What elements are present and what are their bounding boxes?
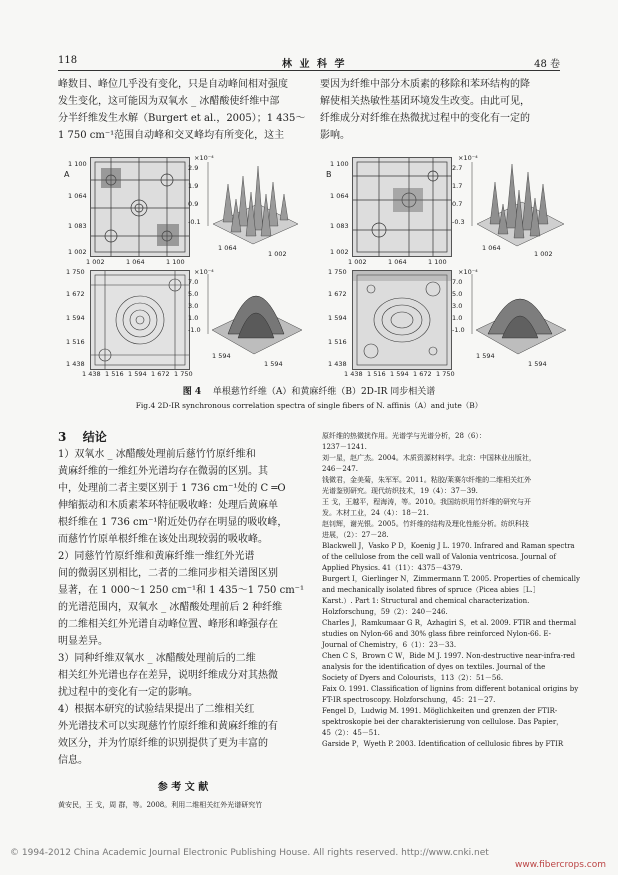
z-tick: 7.0 xyxy=(452,278,463,286)
x-tick: 1 516 xyxy=(367,370,386,378)
text-line: 根纤维在 1 736 cm⁻¹附近处仍存在明显的吸收峰， xyxy=(58,517,288,528)
text-line: 伸缩振动和木质素苯环特征吸收峰：处理后黄麻单 xyxy=(58,500,278,511)
text-line: 信息。 xyxy=(58,755,88,766)
text-line: 外光谱技术可以实现慈竹竹原纤维和黄麻纤维的有 xyxy=(58,721,278,732)
x-tick: 1 100 xyxy=(166,258,185,266)
reference-line: Chen C S，Brown C W，Bide M J. 1997. Non-destructive near-infra-red xyxy=(322,652,576,660)
x-tick: 1 438 xyxy=(344,370,363,378)
z-tick: -0.1 xyxy=(188,218,201,226)
text-line: 中，处理前二者主要区别于 1 736 cm⁻¹处的 C ═O xyxy=(58,483,286,494)
x-tick: 1 672 xyxy=(151,370,170,378)
intro-left-column xyxy=(58,76,306,144)
z-tick: 1.0 xyxy=(188,314,199,322)
y-tick: 1 083 xyxy=(68,222,87,230)
text-line: 1）双氧水 _ 冰醋酸处理前后慈竹竹原纤维和 xyxy=(58,449,256,460)
figure-caption-en: Fig.4 2D-IR synchronous correlation spectra of single fibers of N. affinis（A）and jute（B） xyxy=(135,401,483,410)
reference-line: 进展，（2）：27－28. xyxy=(322,531,389,539)
z-scale: ×10⁻⁴ xyxy=(458,154,478,162)
y-tick: 1 064 xyxy=(68,192,87,200)
z-tick: 5.0 xyxy=(188,290,199,298)
x-tick: 1 002 xyxy=(348,258,367,266)
reference-line: spektroskopie bei der charakterisierung von cellulose. Das Papier， xyxy=(322,718,564,726)
figure-number: 图 4 xyxy=(182,387,202,397)
text-line: 黄麻纤维的一维红外光谱均存在微弱的区别。其 xyxy=(58,466,268,477)
text-line: 4）根据本研究的试验结果提出了二维相关红 xyxy=(58,704,255,715)
reference-entry: 黄安民，王 戈，周 群，等。2008。利用二维相关红外光谱研究竹 xyxy=(58,801,263,809)
surface-plot-a-bottom xyxy=(188,268,310,372)
reference-line: 赵钊辉，谢光银。2005。竹纤维的结构及理化性能分析。纺织科技 xyxy=(322,520,529,528)
y-tick: 1 100 xyxy=(68,160,87,168)
watermark: www.fibercrops.com xyxy=(515,860,606,870)
figure-caption-cn xyxy=(0,384,618,397)
contour-map-b-bottom xyxy=(352,270,452,370)
x-tick: 1 594 xyxy=(264,360,283,368)
x-tick: 1 750 xyxy=(174,370,193,378)
intro-right-column xyxy=(320,76,565,144)
x-tick: 1 064 xyxy=(388,258,407,266)
section-title: 结论 xyxy=(82,430,107,444)
z-tick: 1.9 xyxy=(188,182,199,190)
reference-line: of the cellulose from the cell wall of Valonia ventricosa. Journal of xyxy=(322,553,556,561)
reference-line: 原纤维的热微扰作用。光谱学与光谱分析，28（6）： xyxy=(322,432,486,440)
text-line: 效区分，并为竹原纤维的识别提供了更为丰富的 xyxy=(58,738,268,749)
y-tick: 1 438 xyxy=(66,360,85,368)
reference-line: Blackwell J，Vasko P D，Koenig J L. 1970. Infrared and Raman spectra xyxy=(322,542,575,550)
text-line: 影响。 xyxy=(320,130,350,141)
section-number: 3 xyxy=(58,430,67,444)
x-tick: 1 594 xyxy=(128,370,147,378)
y-tick: 1 750 xyxy=(328,268,347,276)
y-tick: 1 083 xyxy=(330,222,349,230)
contour-map-a-bottom xyxy=(90,270,190,370)
reference-line: 刘一星，赵广杰。2004。木质资源材料学。北京：中国林业出版社， xyxy=(322,454,536,462)
x-tick: 1 064 xyxy=(126,258,145,266)
reference-line: 光谱鉴别研究。现代纺织技术，19（4）：37－39. xyxy=(322,487,478,495)
text-line: 要因为纤维中部分木质素的移除和苯环结构的降 xyxy=(320,79,530,90)
figure-caption-text: 单根慈竹纤维（A）和黄麻纤维（B）2D-IR 同步相关谱 xyxy=(212,387,436,397)
text-line: 分半纤维发生水解（Burgert et al.，2005）；1 435～ xyxy=(58,113,306,124)
surface-plot-b-bottom xyxy=(452,268,574,372)
references-right-column xyxy=(322,431,580,750)
panel-label-b: B xyxy=(326,170,332,179)
reference-line: Journal of Chemistry，6（1）：23－33. xyxy=(322,641,457,649)
text-line: 明显差异。 xyxy=(58,636,108,647)
conclusion-body xyxy=(58,446,308,769)
reference-line: 王 戈，王越平，程海涛，等。2010。我国纺织用竹纤维的研究与开 xyxy=(322,498,532,506)
header-rule xyxy=(58,70,560,71)
reference-line: Charles J，Ramkumaar G R，Azhagiri S，et al. 2009. FTIR and thermal xyxy=(322,619,577,627)
surface-plot-a-top xyxy=(188,154,308,262)
z-tick: 5.0 xyxy=(452,290,463,298)
z-scale: ×10⁻⁴ xyxy=(194,154,214,162)
z-tick: 1.0 xyxy=(452,314,463,322)
x-tick: 1 002 xyxy=(534,250,553,258)
x-tick: 1 064 xyxy=(482,244,501,252)
z-tick: 1.7 xyxy=(452,182,463,190)
contour-map-a-top xyxy=(90,157,190,257)
x-tick: 1 438 xyxy=(82,370,101,378)
reference-line: 246－247. xyxy=(322,465,358,473)
figure-4 xyxy=(58,152,578,378)
y-tick: 1 516 xyxy=(66,338,85,346)
x-tick: 1 064 xyxy=(218,244,237,252)
page-number: 118 xyxy=(58,55,78,66)
references-heading: 参 考 文 献 xyxy=(157,782,209,793)
z-scale: ×10⁻⁴ xyxy=(194,268,214,276)
reference-line: Karst.）. Part 1: Structural and chemical characterization. xyxy=(322,597,530,605)
z-tick: 2.7 xyxy=(452,164,463,172)
z-tick: -1.0 xyxy=(452,326,465,334)
section-heading xyxy=(58,428,107,445)
text-line: 扰过程中的变化有一定的影响。 xyxy=(58,687,198,698)
x-tick: 1 002 xyxy=(268,250,287,258)
z-scale: ×10⁻⁴ xyxy=(458,268,478,276)
reference-line: Burgert I，Gierlinger N，Zimmermann T. 2005. Properties of chemically xyxy=(322,575,580,583)
text-line: 峰数目、峰位几乎没有变化，只是自动峰间相对强度 xyxy=(58,79,288,90)
x-tick: 1 002 xyxy=(86,258,105,266)
reference-line: 1237－1241. xyxy=(322,443,367,451)
x-tick: 1 516 xyxy=(105,370,124,378)
x-tick: 1 594 xyxy=(390,370,409,378)
x-tick: 1 594 xyxy=(528,360,547,368)
z-tick: 0.9 xyxy=(188,200,199,208)
text-line: 纤维成分对纤维在热微扰过程中的变化有一定的 xyxy=(320,113,530,124)
text-line: 的光谱范围内，双氧水 _ 冰醋酸处理前后 2 种纤维 xyxy=(58,602,283,613)
reference-line: 发。木材工业，24（4）：18－21. xyxy=(322,509,429,517)
y-tick: 1 002 xyxy=(330,248,349,256)
text-line: 发生变化，这可能因为双氧水 _ 冰醋酸使纤维中部 xyxy=(58,96,280,107)
x-tick: 1 594 xyxy=(212,352,231,360)
surface-plot-b-top xyxy=(452,154,574,262)
x-tick: 1 594 xyxy=(476,352,495,360)
text-line: 3）同种纤维双氧水 _ 冰醋酸处理前后的二维 xyxy=(58,653,256,664)
reference-line: Garside P，Wyeth P. 2003. Identification of cellulosic fibres by FTIR xyxy=(322,740,564,748)
x-tick: 1 100 xyxy=(428,258,447,266)
y-tick: 1 672 xyxy=(328,290,347,298)
reference-line: Applied Physics. 41（11）：4375－4379. xyxy=(322,564,463,572)
reference-line: 45（2）：45－51. xyxy=(322,729,380,737)
y-tick: 1 672 xyxy=(66,290,85,298)
text-line: 2）同慈竹竹原纤维和黄麻纤维一维红外光谱 xyxy=(58,551,255,562)
x-tick: 1 750 xyxy=(436,370,455,378)
reference-line: 钱微君，金美菊，朱军军。2011。粘胶/莱赛尔纤维的二维相关红外 xyxy=(322,476,532,484)
text-line: 1 750 cm⁻¹范围自动峰和交叉峰均有所变化，这主 xyxy=(58,130,285,141)
text-line: 间的微弱区别相比，二者的二维同步相关谱图区别 xyxy=(58,568,278,579)
y-tick: 1 594 xyxy=(328,314,347,322)
z-tick: -1.0 xyxy=(188,326,201,334)
contour-map-b-top xyxy=(352,157,452,257)
copyright-footer: © 1994-2012 China Academic Journal Electronic Publishing House. All rights reserved. http://www.cnki.net xyxy=(10,848,489,858)
text-line: 显著，在 1 000～1 250 cm⁻¹和 1 435～1 750 cm⁻¹ xyxy=(58,585,304,596)
z-tick: 0.7 xyxy=(452,200,463,208)
text-line: 而慈竹竹原单根纤维在该处出现较弱的吸收峰。 xyxy=(58,534,268,545)
panel-label-a: A xyxy=(64,170,70,179)
y-tick: 1 438 xyxy=(328,360,347,368)
y-tick: 1 100 xyxy=(330,160,349,168)
y-tick: 1 516 xyxy=(328,338,347,346)
y-tick: 1 064 xyxy=(330,192,349,200)
journal-title: 林 业 科 学 xyxy=(282,59,347,70)
reference-line: and mechanically isolated fibres of spruce（Picea abies［L.］ xyxy=(322,586,540,594)
reference-line: Fengel D，Ludwig M. 1991. Möglichkeiten und grenzen der FTIR- xyxy=(322,707,558,715)
reference-line: Holzforschung，59（2）：240－246. xyxy=(322,608,448,616)
text-line: 的二维相关红外光谱自动峰位置、峰形和峰强存在 xyxy=(58,619,278,630)
z-tick: 3.0 xyxy=(188,302,199,310)
x-tick: 1 672 xyxy=(413,370,432,378)
y-tick: 1 750 xyxy=(66,268,85,276)
y-tick: 1 002 xyxy=(68,248,87,256)
reference-line: studies on Nylon-66 and 30% glass fibre reinforced Nylon-66. E- xyxy=(322,630,551,638)
text-line: 解使相关热敏性基团环境发生改变。由此可见， xyxy=(320,96,530,107)
reference-line: Faix O. 1991. Classification of lignins from different botanical origins by xyxy=(322,685,579,693)
z-tick: -0.3 xyxy=(452,218,465,226)
text-line: 相关红外光谱也存在差异，说明纤维成分对其热微 xyxy=(58,670,278,681)
z-tick: 3.0 xyxy=(452,302,463,310)
volume-label: 48 卷 xyxy=(534,59,560,70)
z-tick: 2.9 xyxy=(188,164,199,172)
reference-line: FT-IR spectroscopy. Holzforschung，45：21－27. xyxy=(322,696,496,704)
reference-line: Society of Dyers and Colourists，113（2）：51－56. xyxy=(322,674,504,682)
y-tick: 1 594 xyxy=(66,314,85,322)
z-tick: 7.0 xyxy=(188,278,199,286)
reference-line: analysis for the identification of dyes on textiles. Journal of the xyxy=(322,663,546,671)
